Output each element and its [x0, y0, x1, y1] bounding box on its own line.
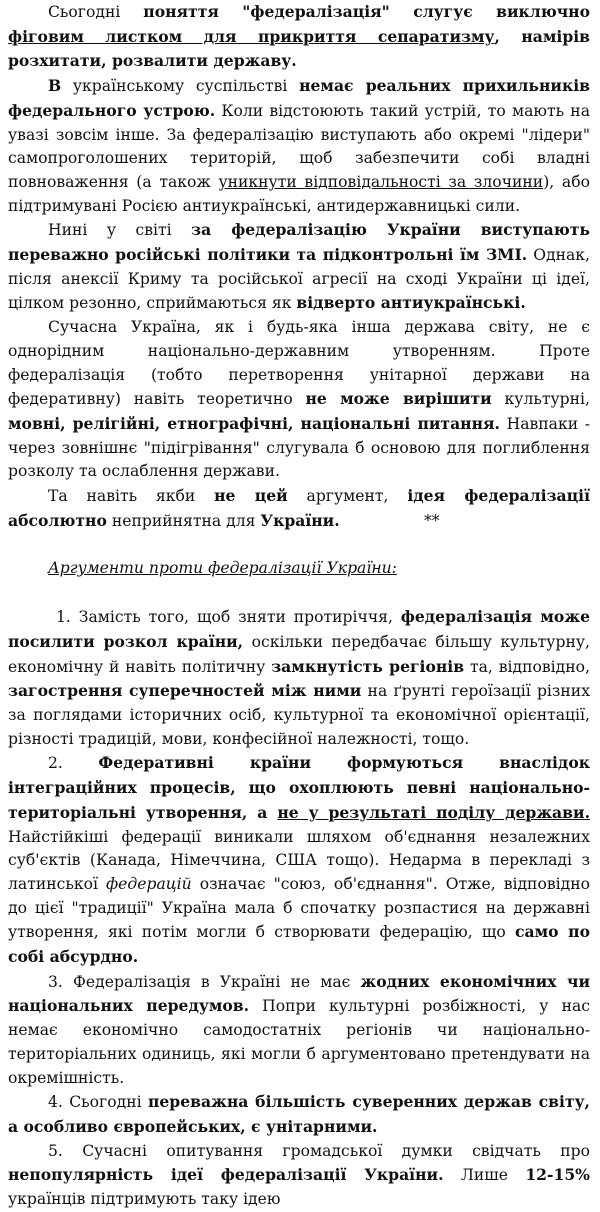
text-run: уникнути відповідальності за злочини: [218, 172, 544, 191]
text-run: ), або підтримувані Росією антиукраїнські, антидержавницькі сили.: [8, 172, 590, 215]
text-run: 4. Сьогодні: [48, 1093, 148, 1112]
paragraph: [8, 484, 596, 533]
paragraph: [8, 218, 590, 316]
emphasis-text: 12-15%: [525, 1165, 591, 1185]
emphasis-text: ідея федералізації абсолютно: [8, 486, 596, 530]
text-run: 3. Федералізація в Україні не має: [48, 972, 361, 991]
text-run: українців підтримують таку ідею: [8, 1190, 281, 1209]
text-run: 5. Сучасні опитування громадської думки свідчать про: [48, 1141, 590, 1160]
text-run: українському суспільстві: [61, 77, 300, 96]
argument-item: [8, 605, 590, 751]
text-run: Сучасна Україна, як і будь-яка інша держава світу, не є однорідним національно-державним утворенням. Проте федералізація (тобто перетворення унітарної держави на федеративну) навіть теоретично: [8, 318, 590, 409]
emphasis-text: , намірів розхитати, розвалити державу.: [8, 26, 590, 71]
emphasis-text: Федеративні країни формуються внаслідок інтеграційних процесів, що охоплюють певні національно-територіальні утворення, а: [8, 753, 590, 822]
emphasis-text: України.: [260, 510, 340, 530]
text-run: Попри культурні розбіжності, у нас немає економічно самодостатніх регіонів чи національно-територіальних одиниць, які могли б аргументовано претендувати на окремішність.: [8, 997, 590, 1087]
text-run: Та навіть якби: [48, 487, 215, 506]
emphasis-text: за федералізацію України виступають переважно російські політики та підконтрольні їм ЗМІ.: [8, 220, 590, 265]
emphasis-text: непопулярність ідеї федералізації України.: [8, 1165, 444, 1185]
text-run: **: [339, 511, 440, 530]
emphasis-text: само по собі абсурдно.: [8, 922, 590, 967]
argument-item: [8, 970, 590, 1091]
section-heading: [8, 557, 590, 581]
text-run: означає "союз, об'єднання". Отже, відповідно до цієї "традиції" Україна мала б спочатку розпастися на державні утворення, які потім могли б створювати федерацію, що: [8, 874, 590, 942]
emphasis-text: мовні, релігійні, етнографічні, національні питання.: [8, 413, 500, 433]
argument-item: [8, 1140, 590, 1212]
text-run: неприйнятна для: [106, 511, 261, 530]
emphasis-text: не може вирішити: [305, 389, 492, 409]
text-run: на ґрунті героїзації різних за поглядами історичних осіб, культурної та економічної орієнтації, різності традицій, мови, конфесійної належності, тощо.: [8, 682, 590, 748]
paragraph: [8, 316, 590, 484]
emphasis-text: замкнутість регіонів: [271, 656, 465, 676]
emphasis-text: В: [48, 76, 62, 96]
text-run: аргумент,: [287, 487, 408, 506]
emphasis-text: немає реальних прихильників федерального устрою.: [8, 76, 590, 120]
emphasis-text: фіговим листком для прикриття сепаратизму: [8, 26, 495, 46]
text-run: оскільки передбачає більшу культурну, економічну й навіть політичну: [8, 632, 590, 676]
text-run: культурні,: [491, 390, 590, 409]
emphasis-text: відверто антиукраїнські.: [296, 293, 526, 313]
paragraph: [8, 74, 590, 218]
emphasis-text: загострення суперечностей між ними: [8, 681, 362, 701]
text-run: Нині у світі: [48, 221, 192, 240]
text-run: 1. Замість того, щоб зняти протиріччя,: [56, 608, 401, 627]
text-run: Коли відстоюють такий устрій, то мають на увазі зовсім інше. За федералізацію виступають або окремі "лідери" самопроголошених територій, щоб забезпечити собі владні повноваження (а також: [8, 101, 590, 191]
text-run: 2.: [48, 754, 99, 773]
section-heading-text: Аргументи проти федералізації України:: [48, 559, 397, 578]
text-run: Навпаки - через зовнішнє "підігрівання" слугувала б основою для поглиблення розколу та ослаблення держави.: [8, 414, 591, 481]
text-run: Однак, після анексії Криму та російської агресії на сході України ці ідеї, цілком резонно, сприймаються як: [8, 246, 590, 313]
text-run: та, відповідно,: [464, 657, 590, 676]
emphasis-text: жодних економічних чи національних передумов.: [8, 971, 591, 1016]
emphasis-text: поняття "федералізація" слугує виключно: [143, 2, 590, 21]
emphasis-text: не цей: [214, 486, 288, 506]
emphasis-text: не у результаті поділу держави.: [277, 802, 590, 822]
emphasis-text: федералізація може посилити розкол країни,: [8, 607, 590, 651]
paragraph: [8, 0, 590, 74]
text-run: Найстійкіші федерації виникали шляхом об'єднання незалежних суб'єктів (Канада, Німеччина, США тощо). Недарма в перекладі з латинської: [8, 827, 590, 893]
italic-text: федерацій: [105, 874, 192, 893]
argument-item: [8, 1090, 590, 1139]
text-run: Сьогодні: [48, 3, 144, 21]
emphasis-text: переважна більшість суверенних держав світу, а особливо європейських, є унітарними.: [8, 1092, 590, 1136]
text-run: Лише: [443, 1166, 526, 1185]
